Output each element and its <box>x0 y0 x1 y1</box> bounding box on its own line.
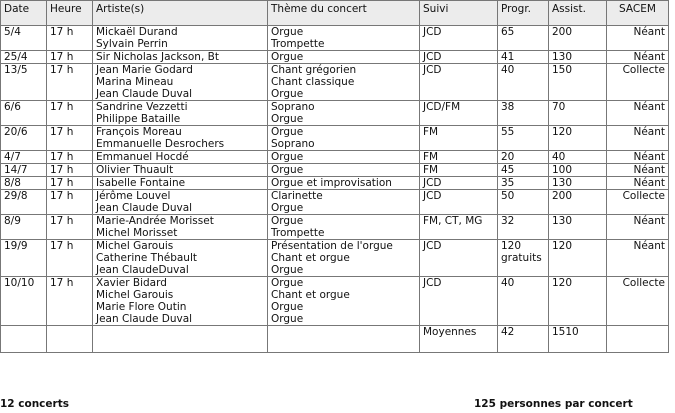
artist-name: Emmanuelle Desrochers <box>96 138 225 150</box>
sacem-cell: Néant <box>607 240 669 277</box>
assist-cell: 120 <box>549 240 607 277</box>
date-cell: 13/5 <box>1 64 47 101</box>
time-cell: 17 h <box>47 215 93 240</box>
artist-name: Xavier Bidard <box>96 277 167 289</box>
table-row <box>1 277 669 326</box>
suivi-cell: JCD <box>420 64 498 101</box>
averages-progr: 42 <box>498 326 549 353</box>
date-cell: 8/9 <box>1 215 47 240</box>
theme-cell <box>268 277 420 326</box>
suivi-cell: FM <box>420 151 498 164</box>
date-cell: 4/7 <box>1 151 47 164</box>
sacem-cell: Néant <box>607 51 669 64</box>
suivi-cell: FM <box>420 164 498 177</box>
sacem-cell: Néant <box>607 26 669 51</box>
artist-name: Philippe Bataille <box>96 113 181 125</box>
sacem-cell: Néant <box>607 215 669 240</box>
artists-cell <box>93 126 268 151</box>
suivi-cell: FM <box>420 126 498 151</box>
time-cell: 17 h <box>47 26 93 51</box>
avg-empty-artistes <box>93 326 268 353</box>
assist-cell: 40 <box>549 151 607 164</box>
theme-line: Chant et orgue <box>271 289 350 301</box>
sacem-cell: Néant <box>607 164 669 177</box>
theme-line: Trompette <box>271 227 325 239</box>
theme-line: Orgue <box>271 113 304 125</box>
progr-line: 120 <box>501 240 522 252</box>
theme-cell <box>268 151 420 164</box>
progr-cell <box>498 101 549 126</box>
header-theme: Thème du concert <box>268 1 420 26</box>
artist-name: Michel Garouis <box>96 240 174 252</box>
table-row <box>1 190 669 215</box>
theme-line: Chant grégorien <box>271 64 357 76</box>
progr-line: 20 <box>501 151 515 163</box>
progr-cell <box>498 126 549 151</box>
time-cell: 17 h <box>47 164 93 177</box>
sacem-cell: Collecte <box>607 64 669 101</box>
artist-name: Sir Nicholas Jackson, Bt <box>96 51 219 63</box>
artist-name: Mickaël Durand <box>96 26 178 38</box>
suivi-cell: JCD <box>420 26 498 51</box>
averages-assist: 1510 <box>549 326 607 353</box>
progr-line: 45 <box>501 164 515 176</box>
header-heure: Heure <box>47 1 93 26</box>
theme-line: Orgue <box>271 26 304 38</box>
artists-cell <box>93 26 268 51</box>
artist-name: Michel Garouis <box>96 289 174 301</box>
theme-cell <box>268 190 420 215</box>
artist-name: Sandrine Vezzetti <box>96 101 188 113</box>
date-cell: 10/10 <box>1 277 47 326</box>
sacem-cell: Néant <box>607 151 669 164</box>
header-suivi: Suivi <box>420 1 498 26</box>
progr-line: 41 <box>501 51 515 63</box>
theme-line: Orgue <box>271 151 304 163</box>
theme-cell <box>268 51 420 64</box>
table-row <box>1 240 669 277</box>
time-cell: 17 h <box>47 177 93 190</box>
artists-cell <box>93 51 268 64</box>
avg-empty-sacem <box>607 326 669 353</box>
artist-name: Emmanuel Hocdé <box>96 151 189 163</box>
artist-name: Jean Claude Duval <box>96 313 193 325</box>
time-cell: 17 h <box>47 151 93 164</box>
theme-line: Orgue et improvisation <box>271 177 392 189</box>
assist-cell: 200 <box>549 26 607 51</box>
time-cell: 17 h <box>47 51 93 64</box>
sacem-cell: Néant <box>607 177 669 190</box>
theme-line: Orgue <box>271 313 304 325</box>
assist-cell: 100 <box>549 164 607 177</box>
progr-line: 32 <box>501 215 515 227</box>
progr-line: 65 <box>501 26 515 38</box>
time-cell: 17 h <box>47 240 93 277</box>
progr-cell <box>498 215 549 240</box>
sacem-cell: Collecte <box>607 190 669 215</box>
artists-cell <box>93 215 268 240</box>
theme-line: Chant classique <box>271 76 355 88</box>
table-row <box>1 26 669 51</box>
assist-cell: 130 <box>549 177 607 190</box>
table-row <box>1 151 669 164</box>
progr-line: 38 <box>501 101 515 113</box>
header-progr: Progr. <box>498 1 549 26</box>
suivi-cell: JCD <box>420 177 498 190</box>
theme-line: Clarinette <box>271 190 323 202</box>
time-cell: 17 h <box>47 277 93 326</box>
theme-line: Orgue <box>271 164 304 176</box>
artist-name: Jean Claude Duval <box>96 88 193 100</box>
date-cell: 6/6 <box>1 101 47 126</box>
table-row <box>1 51 669 64</box>
progr-line: gratuits <box>501 252 542 264</box>
theme-line: Trompette <box>271 38 325 50</box>
theme-cell <box>268 164 420 177</box>
suivi-cell: JCD/FM <box>420 101 498 126</box>
progr-cell <box>498 64 549 101</box>
theme-cell <box>268 26 420 51</box>
averages-row <box>1 326 669 353</box>
header-sacem: SACEM <box>607 1 669 26</box>
progr-cell <box>498 240 549 277</box>
artist-name: Jean ClaudeDuval <box>96 264 189 276</box>
sacem-cell: Collecte <box>607 277 669 326</box>
header-assist: Assist. <box>549 1 607 26</box>
assist-cell: 200 <box>549 190 607 215</box>
artists-cell <box>93 190 268 215</box>
artist-name: Catherine Thébault <box>96 252 198 264</box>
theme-line: Orgue <box>271 215 304 227</box>
theme-line: Soprano <box>271 138 315 150</box>
artists-cell <box>93 164 268 177</box>
table-row <box>1 64 669 101</box>
theme-cell <box>268 64 420 101</box>
artist-name: Michel Morisset <box>96 227 178 239</box>
table-row <box>1 126 669 151</box>
artists-cell <box>93 151 268 164</box>
theme-cell <box>268 177 420 190</box>
assist-cell: 120 <box>549 277 607 326</box>
date-cell: 14/7 <box>1 164 47 177</box>
date-cell: 20/6 <box>1 126 47 151</box>
artists-cell <box>93 177 268 190</box>
theme-line: Orgue <box>271 126 304 138</box>
avg-empty-heure <box>47 326 93 353</box>
time-cell: 17 h <box>47 190 93 215</box>
date-cell: 29/8 <box>1 190 47 215</box>
table-body <box>1 26 669 326</box>
table-row <box>1 164 669 177</box>
artist-name: Sylvain Perrin <box>96 38 168 50</box>
table-row <box>1 101 669 126</box>
theme-line: Présentation de l'orgue <box>271 240 393 252</box>
progr-line: 40 <box>501 64 515 76</box>
artist-name: Marie Flore Outin <box>96 301 187 313</box>
avg-empty-theme <box>268 326 420 353</box>
artist-name: Jean Marie Godard <box>96 64 193 76</box>
progr-cell <box>498 151 549 164</box>
theme-line: Orgue <box>271 277 304 289</box>
artists-cell <box>93 240 268 277</box>
progr-line: 50 <box>501 190 515 202</box>
concert-count: 12 concerts <box>0 398 69 410</box>
progr-cell <box>498 190 549 215</box>
attendance-per-concert: 125 personnes par concert <box>474 398 633 410</box>
table-row <box>1 215 669 240</box>
artist-name: Marie-Andrée Morisset <box>96 215 214 227</box>
progr-cell <box>498 164 549 177</box>
artist-name: Isabelle Fontaine <box>96 177 186 189</box>
theme-line: Orgue <box>271 264 304 276</box>
table-header-row <box>1 1 669 26</box>
progr-cell <box>498 26 549 51</box>
suivi-cell: JCD <box>420 51 498 64</box>
assist-cell: 70 <box>549 101 607 126</box>
theme-line: Orgue <box>271 202 304 214</box>
theme-line: Orgue <box>271 88 304 100</box>
progr-line: 55 <box>501 126 515 138</box>
assist-cell: 130 <box>549 215 607 240</box>
time-cell: 17 h <box>47 64 93 101</box>
table-row <box>1 177 669 190</box>
progr-line: 35 <box>501 177 515 189</box>
theme-cell <box>268 101 420 126</box>
sacem-cell: Néant <box>607 126 669 151</box>
header-artistes: Artiste(s) <box>93 1 268 26</box>
artist-name: Jérôme Louvel <box>96 190 171 202</box>
theme-line: Orgue <box>271 51 304 63</box>
suivi-cell: JCD <box>420 277 498 326</box>
assist-cell: 130 <box>549 51 607 64</box>
time-cell: 17 h <box>47 101 93 126</box>
date-cell: 5/4 <box>1 26 47 51</box>
artists-cell <box>93 101 268 126</box>
date-cell: 19/9 <box>1 240 47 277</box>
date-cell: 25/4 <box>1 51 47 64</box>
theme-line: Soprano <box>271 101 315 113</box>
suivi-cell: JCD <box>420 240 498 277</box>
progr-cell <box>498 177 549 190</box>
progr-cell <box>498 51 549 64</box>
suivi-cell: FM, CT, MG <box>420 215 498 240</box>
theme-line: Chant et orgue <box>271 252 350 264</box>
theme-cell <box>268 126 420 151</box>
header-date: Date <box>1 1 47 26</box>
artists-cell <box>93 64 268 101</box>
avg-empty-date <box>1 326 47 353</box>
date-cell: 8/8 <box>1 177 47 190</box>
averages-label: Moyennes <box>420 326 498 353</box>
artist-name: Jean Claude Duval <box>96 202 193 214</box>
theme-cell <box>268 240 420 277</box>
time-cell: 17 h <box>47 126 93 151</box>
theme-line: Orgue <box>271 301 304 313</box>
sacem-cell: Néant <box>607 101 669 126</box>
assist-cell: 120 <box>549 126 607 151</box>
progr-line: 40 <box>501 277 515 289</box>
theme-cell <box>268 215 420 240</box>
artists-cell <box>93 277 268 326</box>
artist-name: François Moreau <box>96 126 182 138</box>
assist-cell: 150 <box>549 64 607 101</box>
progr-cell <box>498 277 549 326</box>
suivi-cell: JCD <box>420 190 498 215</box>
artist-name: Marina Mineau <box>96 76 174 88</box>
artist-name: Olivier Thuault <box>96 164 174 176</box>
